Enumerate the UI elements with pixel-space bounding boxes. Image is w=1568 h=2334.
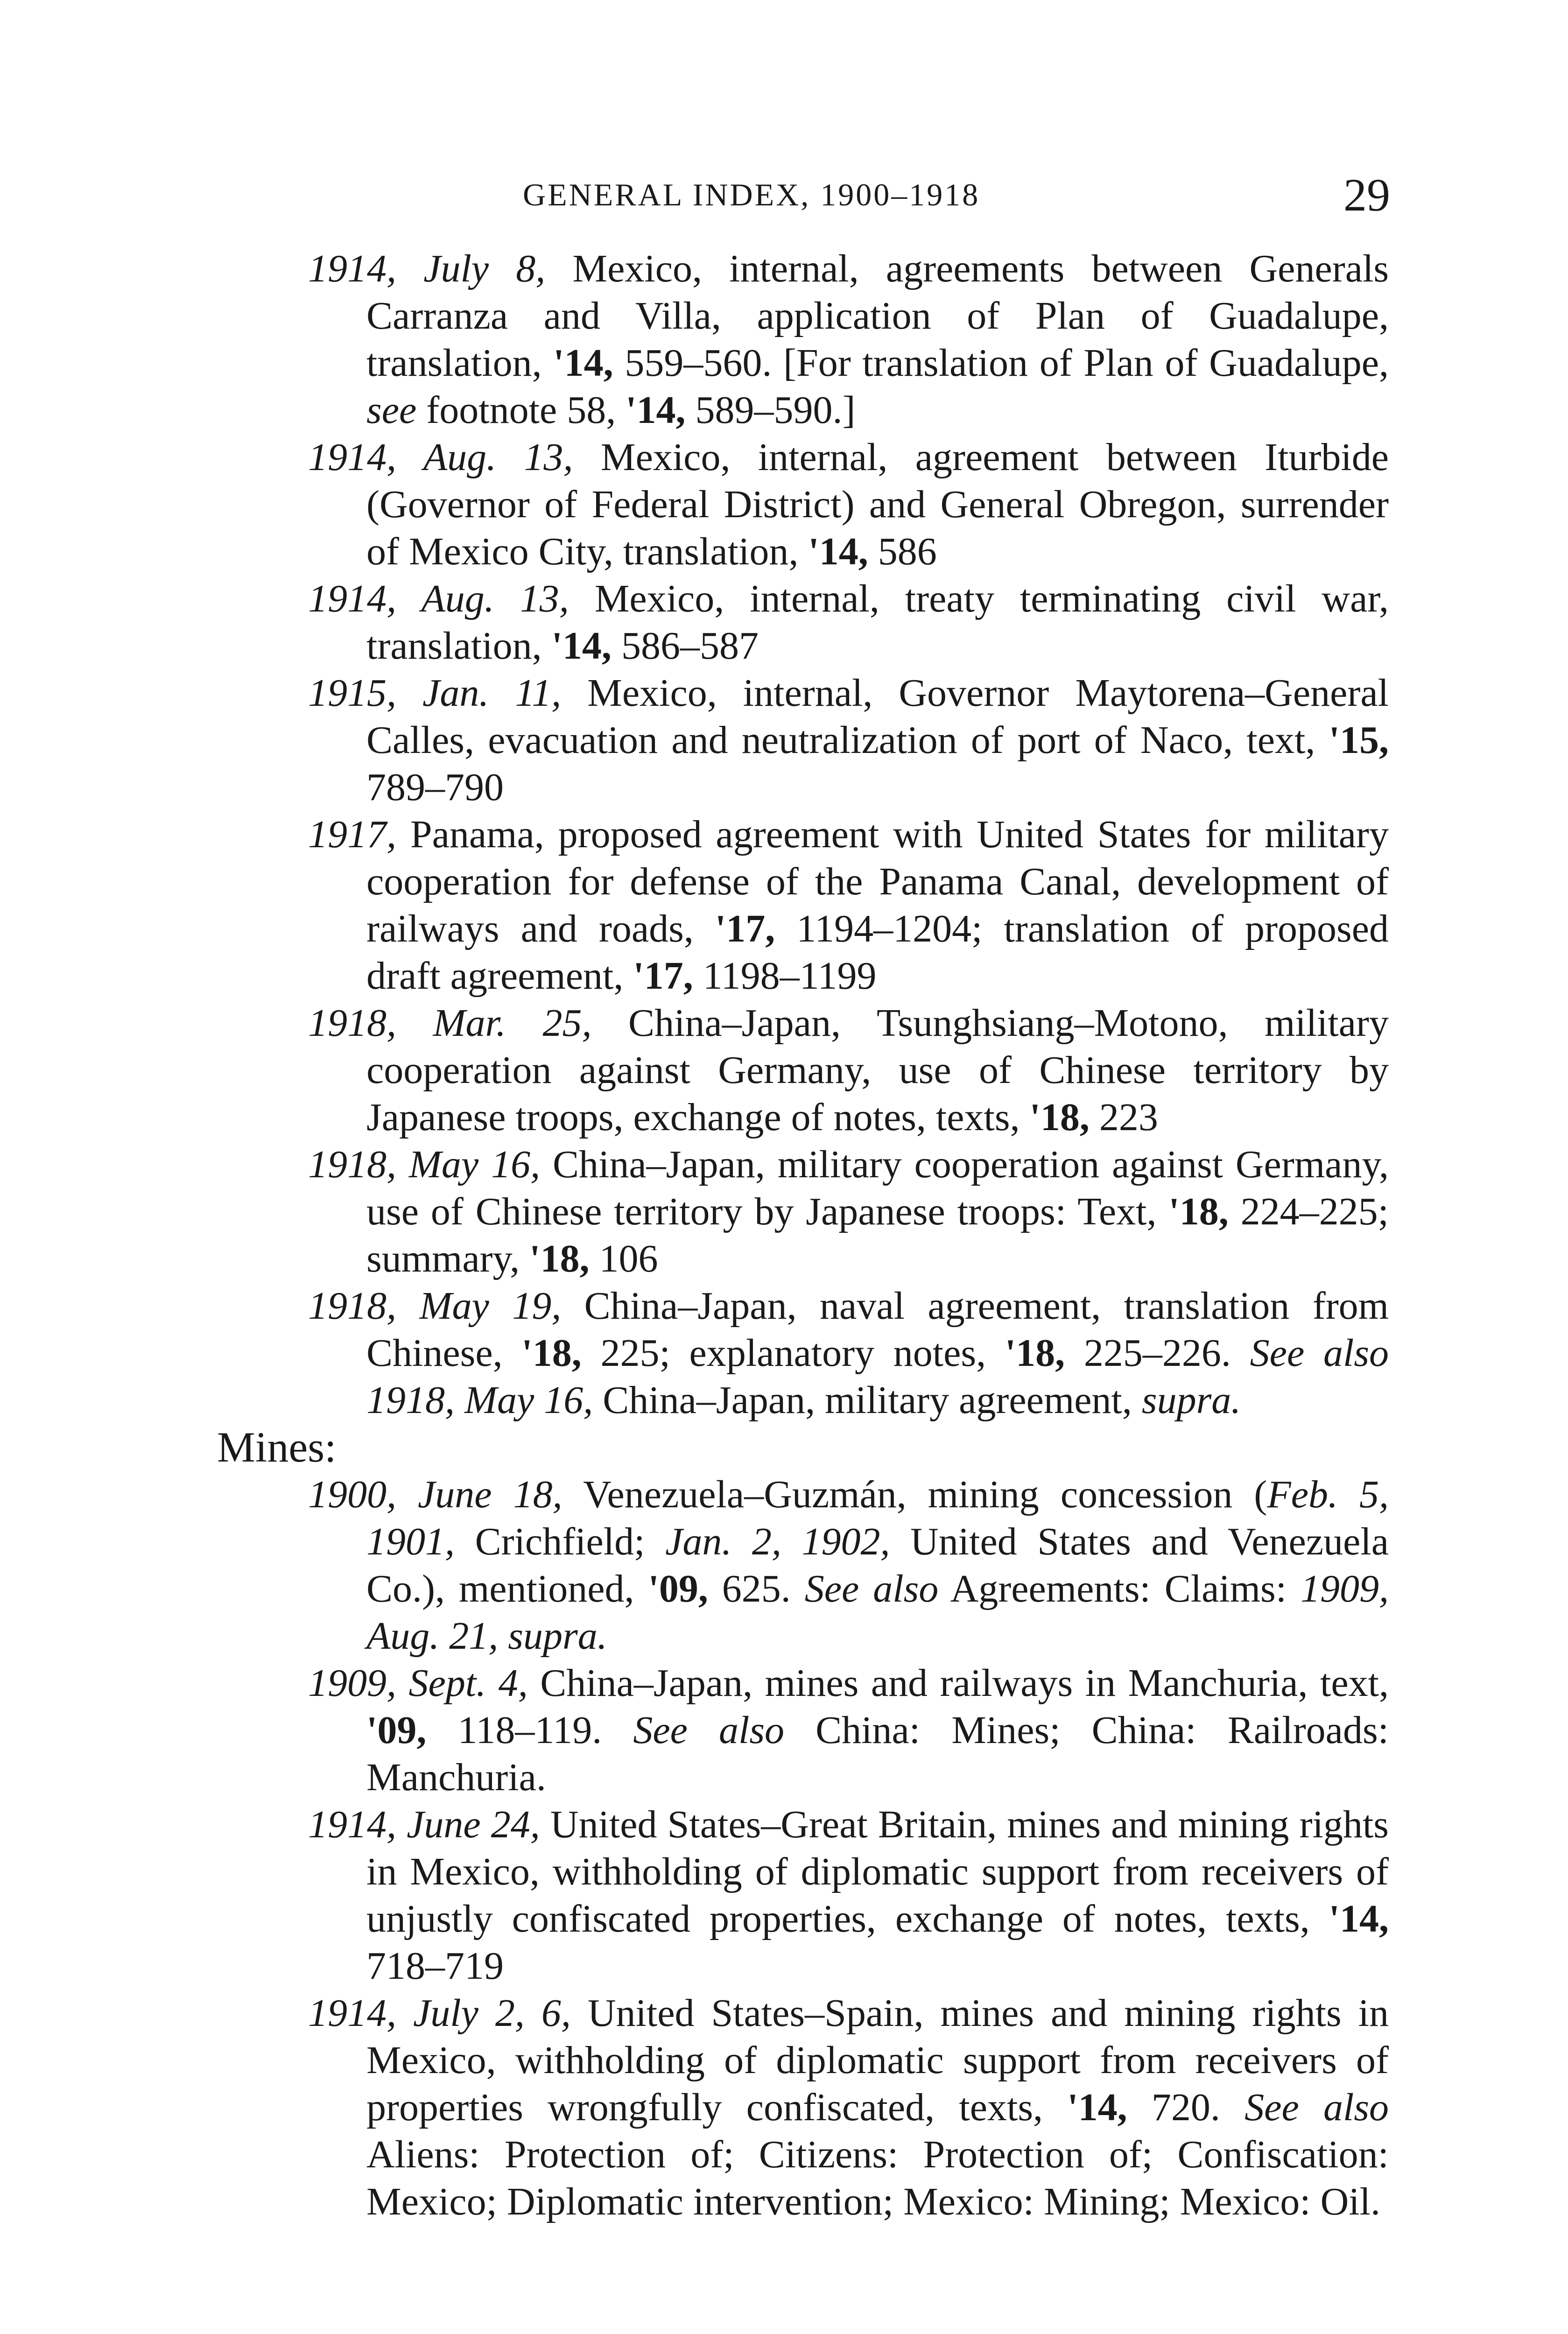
index-entry (217, 669, 1389, 811)
index-entry (217, 1659, 1389, 1801)
volume-ref: '17, (633, 954, 693, 998)
running-title: GENERAL INDEX, 1900–1918 (523, 177, 980, 212)
entry-text: China: Mines; China: Railroads: Manchuria. (366, 1708, 1389, 1799)
entry-text: 789–790 (366, 766, 504, 809)
see-reference: 1909, Aug. 21, supra. (366, 1567, 1389, 1658)
index-entry (217, 1141, 1389, 1282)
volume-ref: '15, (1329, 718, 1389, 762)
entry-date: 1918, May 19, (308, 1284, 562, 1328)
entry-text: 106 (589, 1237, 658, 1280)
index-entry (217, 811, 1389, 999)
volume-ref: '14, (553, 341, 613, 385)
see-reference: See also (1245, 2086, 1389, 2129)
entry-date: 1914, Aug. 13, (308, 436, 573, 479)
entry-text: China–Japan, Tsunghsiang–Motono, military cooperation against Germany, use of Chinese territory by Japanese troops, exchange of notes, texts, (366, 1001, 1389, 1139)
entry-date: 1914, Aug. 13, (308, 577, 569, 620)
index-entry (217, 1471, 1389, 1659)
entry-text: 224–225; summary, (366, 1190, 1389, 1280)
index-body (217, 245, 1389, 2225)
index-entry (217, 1990, 1389, 2225)
entry-date: 1900, June 18, (308, 1473, 563, 1516)
volume-ref: '09, (366, 1708, 427, 1752)
index-entry (217, 999, 1389, 1141)
entry-text: 559–560. [For translation of Plan of Guadalupe, (613, 341, 1389, 385)
entry-text: China–Japan, military agreement, (593, 1378, 1142, 1422)
entry-text: 720. (1127, 2086, 1245, 2129)
volume-ref: '18, (1029, 1096, 1090, 1139)
entry-date: 1918, May 16, (308, 1143, 541, 1186)
entry-text: 225–226. (1065, 1331, 1250, 1375)
entry-text: Aliens: Protection of; Citizens: Protection of; Confiscation: Mexico; Diplomatic intervention; Mexico: Mining; Mexico: Oil. (366, 2133, 1389, 2223)
see-reference: See also 1918, May 16, (366, 1331, 1389, 1422)
entry-date: 1918, Mar. 25, (308, 1001, 592, 1045)
volume-ref: '18, (529, 1237, 590, 1280)
index-entry (217, 575, 1389, 669)
entry-text: United States–Great Britain, mines and mining rights in Mexico, withholding of diplomatic support from receivers of unjustly confiscated properties, exchange of notes, texts, (366, 1803, 1389, 1940)
index-heading-mines: Mines: (217, 1423, 337, 1471)
entry-text: Panama, proposed agreement with United States for military cooperation for defense of the Panama Canal, development of railways and roads, (366, 813, 1389, 950)
entry-date: Feb. 5, 1901, (366, 1473, 1389, 1563)
entry-date: 1909, Sept. 4, (308, 1661, 528, 1705)
entry-text: Mexico, internal, treaty terminating civil war, translation, (366, 577, 1389, 668)
entry-text: China–Japan, mines and railways in Manchuria, text, (527, 1661, 1389, 1705)
running-head (0, 168, 1568, 219)
index-entry (217, 434, 1389, 575)
entry-text: Agreements: Claims: (938, 1567, 1301, 1610)
entry-text: 718–719 (366, 1944, 504, 1988)
see-reference: supra. (1141, 1378, 1241, 1422)
page-number: 29 (1343, 169, 1390, 221)
entry-text: footnote 58, (416, 388, 626, 432)
entry-text: United States and Venezuela Co.), mentioned, (366, 1520, 1389, 1610)
entry-text: 625. (708, 1567, 805, 1610)
see-reference: See also (633, 1708, 785, 1752)
volume-ref: '18, (1168, 1190, 1229, 1233)
volume-ref: '14, (551, 624, 612, 668)
entry-date: 1917, (308, 813, 396, 856)
entry-text: 586–587 (611, 624, 759, 668)
entry-text: Crichfield; (455, 1520, 666, 1563)
entry-text: United States–Spain, mines and mining rights in Mexico, withholding of diplomatic support from receivers of properties wrongfully confiscated, texts, (366, 1991, 1389, 2129)
index-entry (217, 245, 1389, 434)
entry-text: Mexico, internal, Governor Maytorena–General Calles, evacuation and neutralization of port of Naco, text, (366, 671, 1389, 762)
entry-date: 1914, July 2, 6, (308, 1991, 571, 2035)
entry-date: Jan. 2, 1902, (665, 1520, 890, 1563)
see-reference: see (366, 388, 417, 432)
entry-text: China–Japan, military cooperation against Germany, use of Chinese territory by Japanese troops: Text, (366, 1143, 1389, 1233)
volume-ref: '18, (521, 1331, 582, 1375)
entry-text: 589–590.] (685, 388, 856, 432)
entry-text: 1198–1199 (693, 954, 877, 998)
entry-text: 118–119. (426, 1708, 633, 1752)
volume-ref: '18, (1005, 1331, 1065, 1375)
entry-text: China–Japan, naval agreement, translation from Chinese, (366, 1284, 1389, 1375)
entry-text: 586 (868, 530, 937, 573)
entry-text: Mexico, internal, agreements between Generals Carranza and Villa, application of Plan of Guadalupe, translation, (366, 247, 1389, 385)
entry-text: 1194–1204; translation of proposed draft agreement, (366, 907, 1389, 998)
entry-date: 1914, July 8, (308, 247, 546, 290)
entry-date: 1915, Jan. 11, (308, 671, 562, 715)
volume-ref: '14, (1067, 2086, 1127, 2129)
see-reference: See also (804, 1567, 939, 1610)
index-entry (217, 1801, 1389, 1990)
volume-ref: '14, (808, 530, 868, 573)
volume-ref: '17, (715, 907, 775, 950)
entry-text: Mexico, internal, agreement between Iturbide (Governor of Federal District) and General Obregon, surrender of Mexico City, translation, (366, 436, 1389, 573)
volume-ref: '14, (626, 388, 686, 432)
volume-ref: '14, (1329, 1897, 1389, 1940)
volume-ref: '09, (648, 1567, 708, 1610)
entry-text: 223 (1089, 1096, 1158, 1139)
index-entry (217, 1282, 1389, 1424)
entry-text: Venezuela–Guzmán, mining concession ( (562, 1473, 1267, 1516)
entry-text: 225; explanatory notes, (581, 1331, 1005, 1375)
entry-date: 1914, June 24, (308, 1803, 540, 1846)
